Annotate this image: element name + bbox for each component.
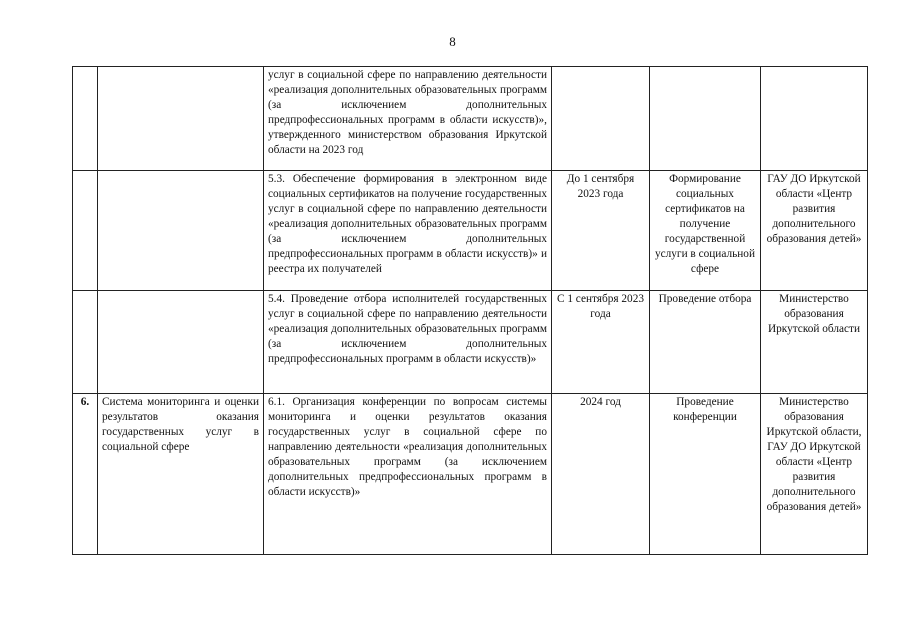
deadline-cell	[552, 67, 650, 171]
section-name-cell	[98, 67, 264, 171]
section-name-cell	[98, 291, 264, 394]
table-row	[73, 171, 868, 291]
responsible-cell: Министерство образования Иркутской области, ГАУ ДО Иркутской области «Центр развития дополнительного образования детей»	[761, 394, 868, 555]
responsible-cell: Министерство образования Иркутской области	[761, 291, 868, 394]
row-number-cell	[73, 67, 98, 171]
row-number-cell	[73, 171, 98, 291]
table-row	[73, 394, 868, 555]
deadline-cell: 2024 год	[552, 394, 650, 555]
plan-table	[72, 66, 868, 555]
section-name-cell	[98, 171, 264, 291]
responsible-cell	[761, 67, 868, 171]
result-cell: Проведение конференции	[650, 394, 761, 555]
deadline-cell: До 1 сентября 2023 года	[552, 171, 650, 291]
activity-cell: 5.4. Проведение отбора исполнителей государственных услуг в социальной сфере по направлению деятельности «реализация дополнительных образовательных программ (за исключением дополнительных предпрофессиональных программ в области искусств)»	[264, 291, 552, 394]
table-row	[73, 291, 868, 394]
result-cell: Формирование социальных сертификатов на получение государственной услуги в социальной сфере	[650, 171, 761, 291]
activity-cell: услуг в социальной сфере по направлению деятельности «реализация дополнительных образовательных программ (за исключением дополнительных предпрофессиональных программ в области искусств)», утвержденного министерством образования Иркутской области на 2023 год	[264, 67, 552, 171]
deadline-cell: С 1 сентября 2023 года	[552, 291, 650, 394]
result-cell	[650, 67, 761, 171]
page-number: 8	[449, 34, 456, 49]
activity-cell: 5.3. Обеспечение формирования в электронном виде социальных сертификатов на получение государственных услуг в социальной сфере по направлению деятельности «реализация дополнительных образовательных программ (за исключением дополнительных предпрофессиональных программ в области искусств)» и реестра их получателей	[264, 171, 552, 291]
result-cell: Проведение отбора	[650, 291, 761, 394]
row-number-cell	[73, 291, 98, 394]
row-number-cell: 6.	[73, 394, 98, 555]
table-row	[73, 67, 868, 171]
section-name-cell: Система мониторинга и оценки результатов оказания государственных услуг в социальной сфере	[98, 394, 264, 555]
activity-cell: 6.1. Организация конференции по вопросам системы мониторинга и оценки результатов оказания государственных услуг в социальной сфере по направлению деятельности «реализация дополнительных образовательных программ (за исключением дополнительных предпрофессиональных программ в области искусств)»	[264, 394, 552, 555]
responsible-cell: ГАУ ДО Иркутской области «Центр развития дополнительного образования детей»	[761, 171, 868, 291]
